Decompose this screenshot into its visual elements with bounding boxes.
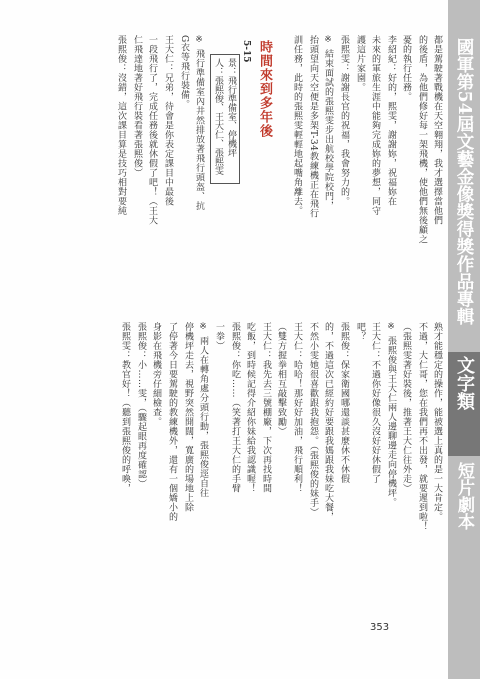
text-column: 不然小雯她很喜歡跟我抱怨。（張熙俊的妹手）: [308, 322, 318, 517]
text-column: 停機坪走去，視野突然開闊，寬廣的場地上除: [183, 322, 193, 512]
text-column: 的後盾，為他們修好每一架飛機，使他們無後顧之: [417, 35, 427, 244]
text-column: 一段飛行了，完成任務後就休假了吧！（王大: [147, 35, 157, 225]
text-column: 身影在飛機旁仔細檢查。: [151, 322, 161, 427]
text-column: 張熙俊：沒錯，這次課目算是技巧相對要純: [116, 35, 126, 216]
scene-setting: 景：飛行準備室、停機坪: [226, 58, 236, 157]
text-column: 李紹紀：好的，熙雯，謝謝妳，祝福妳在: [386, 35, 396, 206]
section-number: 5-15: [241, 40, 251, 63]
text-column: 張熙雯：謝謝長官的祝福，我會努力的。: [339, 35, 349, 206]
text-column: 吧？: [355, 322, 365, 341]
text-column: 訓任務，此時的張熙雯輕輕地起嘴角離去。: [292, 35, 302, 216]
text-column: 王大仁：我先去三號棚廠，下次再找時間: [261, 322, 271, 493]
text-column: 張熙雯：教官好！（聽到張熙俊的呼喚，: [120, 322, 130, 493]
text-column: 王大仁：兄弟，待會是你表定課目中最後: [163, 35, 173, 206]
text-column: 王大仁：不過你好像很久沒好好休假了: [370, 322, 380, 484]
text-column: 都是駕駛著戰機在天空翱翔，我才選擇當他們: [432, 35, 442, 225]
text-column: 的，不過這次已經約好要跟我媽跟我妹吃大餐，: [323, 322, 333, 522]
text-column: 王大仁：哈哈！那好好加油，飛行順利！: [292, 322, 302, 493]
text-column: ※ 兩人在轉角處分頭行動，張熙俊逕自往: [198, 322, 208, 498]
text-column: ※ 張熙俊與王大仁兩人邊聊邊走向停機坪。: [386, 322, 396, 507]
text-column: G衣等飛行裝備。: [179, 35, 189, 110]
text-column: 張熙俊：你吃……（笑著打王大仁的手臂: [230, 322, 240, 493]
text-column: 一拳）: [214, 322, 224, 351]
text-column: （雙方握拳相互敲擊致勵）: [276, 322, 286, 436]
sidebar-title: 國軍第54屆文藝金像獎得獎作品專輯: [454, 38, 474, 325]
section-heading: 時間來到多年後: [257, 40, 272, 138]
text-column: 張熙俊：保家衛國哪還談甚麼休不休假: [339, 322, 349, 484]
category-label: 文字類: [454, 356, 475, 410]
text-column: 吃飯，到時候記得介紹你妹給我認識喔！: [245, 322, 255, 493]
text-column: 未來的軍旅生涯中能夠完成妳的夢想，同守: [370, 35, 380, 216]
text-column: ※ 飛行準備室內井然排放著飛行頭盔、抗: [194, 35, 204, 211]
page-number: 353: [370, 622, 390, 633]
text-column: 不過，大仁哥，您在我們再不出發，就要遲到啦！: [417, 322, 427, 531]
genre-label: 短片劇本: [454, 462, 474, 530]
text-column: 了停著今日要駕駛的教練機外，還有一個嬌小的: [167, 322, 177, 522]
text-column: 熟才能穩定的操作，能被選上真的是一大肯定。: [432, 322, 442, 522]
text-column: ※ 結束面試的張熙雯步出航校學院校門，: [323, 35, 333, 211]
text-column: 抬頭望向天空便是多架T-34教練機正在飛行: [308, 35, 318, 218]
text-column: （張熙雯著好裝後，推著王大仁往外走）: [401, 322, 411, 493]
text-column: 憂的執行任務。: [401, 35, 411, 102]
scene-characters: 人：張熙俊、王大仁、張熙雯: [213, 58, 223, 175]
text-column: 護這片家園。: [355, 35, 365, 92]
text-column: 仁飛達地著好飛行裝看著張熙俊）: [132, 35, 142, 178]
text-column: 張熙俊：小……雯，（驟起眼再度確認）: [136, 322, 146, 489]
